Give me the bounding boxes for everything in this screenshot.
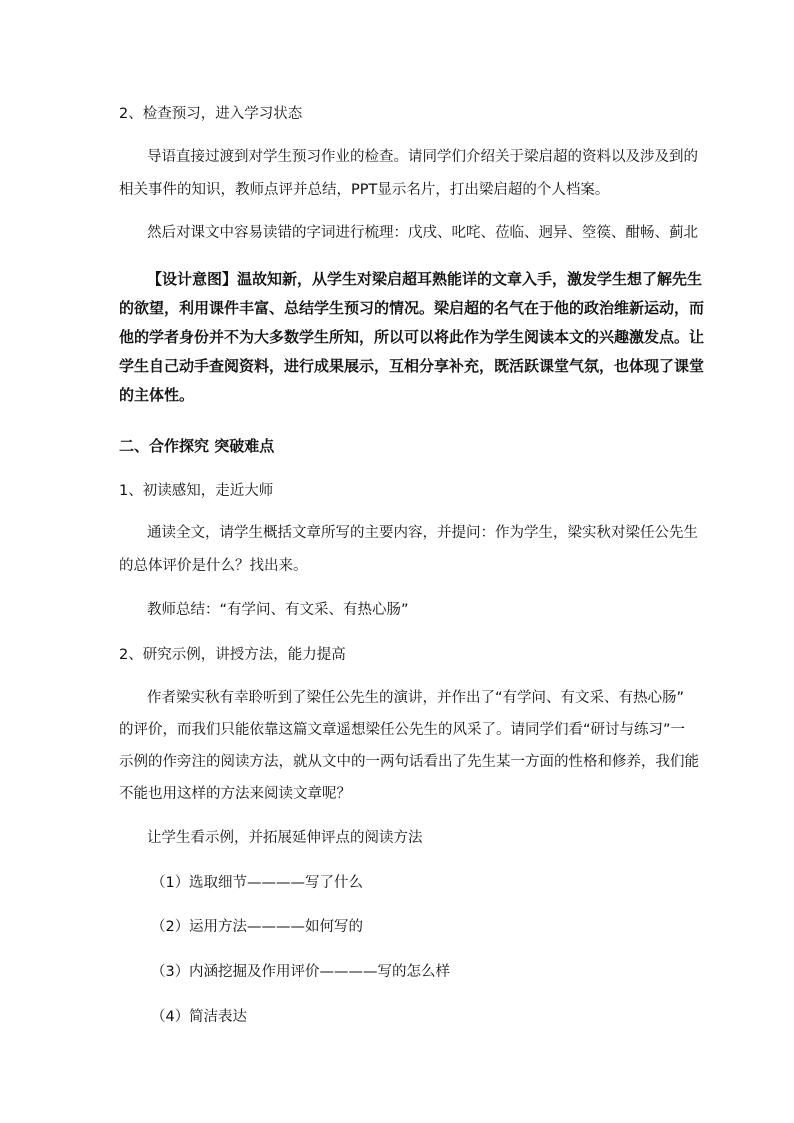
method-text: 内涵挖掘及作用评价————写的怎么样	[189, 964, 450, 980]
design-intent-line: 他的学者身份并不为大多数学生所知，所以可以将此作为学生阅读本文的兴趣激发点。让	[119, 328, 705, 346]
method-text: 选取细节————写了什么	[189, 875, 363, 891]
paragraph-line: 让学生看示例，并拓展延伸评点的阅读方法	[147, 830, 423, 846]
teacher-summary: 教师总结：“有学问、有文采、有热心肠”	[147, 602, 409, 618]
design-intent-line: 的主体性。	[119, 386, 195, 404]
section-heading-check-preview: 2、检查预习，进入学习状态	[119, 106, 303, 122]
method-number: （3）	[151, 964, 190, 980]
method-number: （4）	[151, 1009, 190, 1025]
section-heading-cooperative-inquiry: 二、合作探究 突破难点	[119, 437, 275, 455]
paragraph-line: 作者梁实秋有幸聆听到了梁任公先生的演讲，并作出了“有学问、有文采、有热心肠”	[147, 690, 685, 706]
paragraph-line: 导语直接过渡到对学生预习作业的检查。请同学们介绍关于梁启超的资料以及涉及到的	[147, 149, 698, 165]
paragraph-line: 然后对课文中容易读错的字词进行梳理：戊戌、叱咤、莅临、迥异、箜篌、酣畅、蓟北	[147, 225, 698, 241]
paragraph-line: 的评价，而我们只能依靠这篇文章遥想梁任公先生的风采了。请同学们看“研讨与练习”一	[119, 722, 686, 738]
subsection-heading: 1、初读感知，走近大师	[119, 483, 274, 499]
design-intent-line: 的欲望，利用课件丰富、总结学生预习的情况。梁启超的名气在于他的政治维新运动，而	[119, 299, 705, 317]
paragraph-line: 示例的作旁注的阅读方法，就从文中的一两句话看出了先生某一方面的性格和修养，我们能	[119, 754, 699, 770]
subsection-heading: 2、研究示例，讲授方法，能力提高	[119, 647, 346, 663]
design-intent-line: 【设计意图】温故知新，从学生对梁启超耳熟能详的文章入手，激发学生想了解先生	[147, 270, 703, 288]
method-number: （2）	[151, 919, 190, 935]
method-text: 运用方法————如何写的	[189, 919, 363, 935]
design-intent-line: 学生自己动手查阅资料，进行成果展示，互相分享补充，既活跃课堂气氛，也体现了课堂	[119, 357, 705, 375]
paragraph-line: 通读全文，请学生概括文章所写的主要内容，并提问：作为学生，梁实秋对梁任公先生	[147, 525, 698, 541]
paragraph-line: 相关事件的知识，教师点评并总结，PPT显示名片，打出梁启超的个人档案。	[119, 182, 610, 198]
method-number: （1）	[151, 875, 190, 891]
method-text: 简洁表达	[189, 1009, 247, 1025]
paragraph-line: 不能也用这样的方法来阅读文章呢？	[119, 786, 351, 802]
paragraph-line: 的总体评价是什么？找出来。	[119, 558, 308, 574]
